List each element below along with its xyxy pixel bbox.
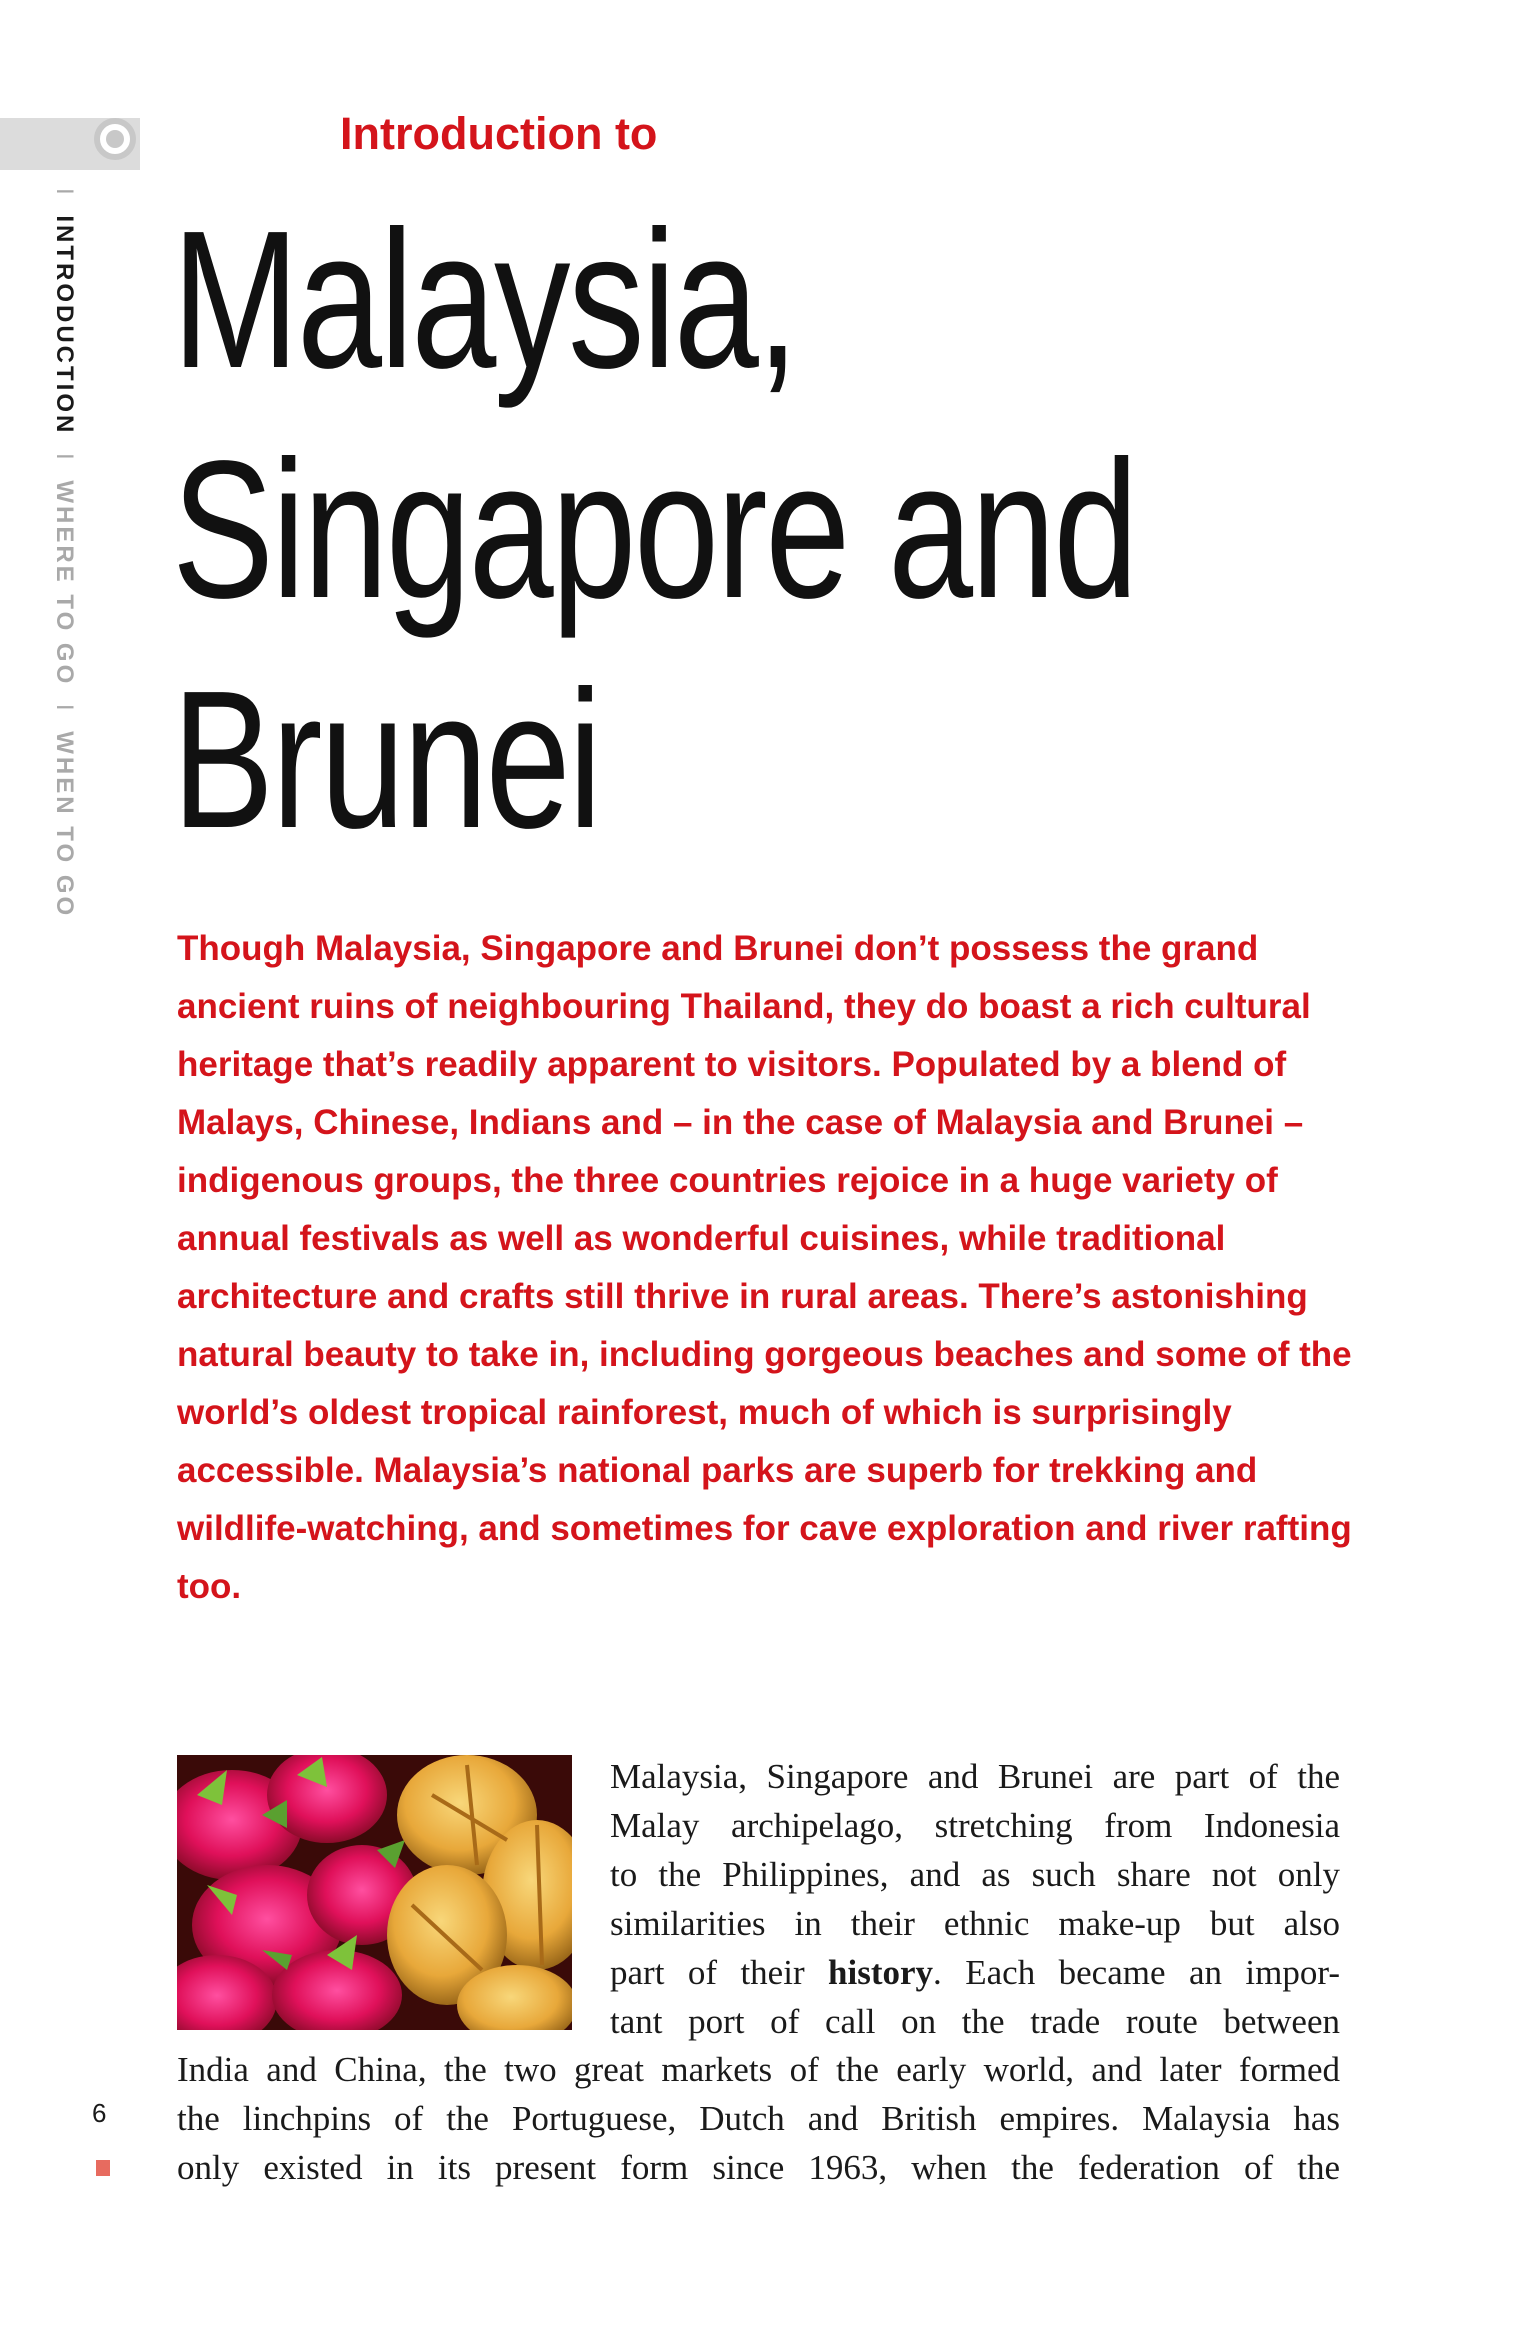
- body-line-history: [610, 1948, 1340, 1997]
- nav-item-where-to-go[interactable]: WHERE TO GO: [51, 480, 78, 687]
- page-number: 6: [92, 2098, 107, 2128]
- body-line: to the Philippines, and as such share not only: [610, 1855, 1340, 1894]
- title-line: Brunei: [172, 650, 600, 869]
- page-marker: [96, 2160, 110, 2176]
- title-kicker: Introduction to: [340, 108, 658, 159]
- title-line: Malaysia,: [172, 190, 797, 409]
- body-text-full-width: [177, 2045, 1340, 2192]
- tropical-fruit-photo: [177, 1755, 572, 2030]
- section-tab-circle-icon: [94, 118, 136, 160]
- history-keyword: history: [828, 1953, 934, 1992]
- page-title: [172, 185, 1136, 875]
- nav-separator: I: [51, 703, 78, 714]
- body-text-column: [610, 1752, 1340, 2046]
- body-text-fragment: . Each became an impor-: [933, 1953, 1340, 1992]
- body-line: the linchpins of the Portuguese, Dutch and British empires. Malaysia has: [177, 2099, 1340, 2138]
- nav-separator: I: [51, 188, 78, 198]
- body-line: India and China, the two great markets of the early world, and later formed: [177, 2050, 1340, 2089]
- body-line: tant port of call on the trade route between: [610, 2002, 1340, 2041]
- nav-item-when-to-go[interactable]: WHEN TO GO: [51, 731, 78, 919]
- nav-separator: I: [51, 453, 78, 463]
- body-line: Malaysia, Singapore and Brunei are part of the: [610, 1757, 1340, 1796]
- body-line: Malay archipelago, stretching from Indonesia: [610, 1806, 1340, 1845]
- body-line: only existed in its present form since 1963, when the federation of the: [177, 2148, 1340, 2187]
- section-navigation: [50, 180, 78, 918]
- nav-item-introduction[interactable]: INTRODUCTION: [51, 215, 78, 436]
- title-line: Singapore and: [172, 420, 1137, 639]
- intro-paragraph: Though Malaysia, Singapore and Brunei don’t possess the grand ancient ruins of neighbouring Thailand, they do boast a rich cultural heritage that’s readily apparent to visitors. Populated by a blend of Malays, Chinese, Indians and – in the case of Malaysia and Brunei – indigenous groups, the three countries rejoice in a huge variety of annual festivals as well as wonderful cuisines, while traditional architecture and crafts still thrive in rural areas. There’s astonishing natural beauty to take in, including gorgeous beaches and some of the world’s oldest tropical rainforest, much of which is surprisingly accessible. Malaysia’s national parks are superb for trekking and wildlife-watching, and sometimes for cave exploration and river rafting too.: [177, 929, 1352, 1606]
- body-text-fragment: part of their: [610, 1953, 829, 1992]
- body-line: similarities in their ethnic make-up but also: [610, 1904, 1340, 1943]
